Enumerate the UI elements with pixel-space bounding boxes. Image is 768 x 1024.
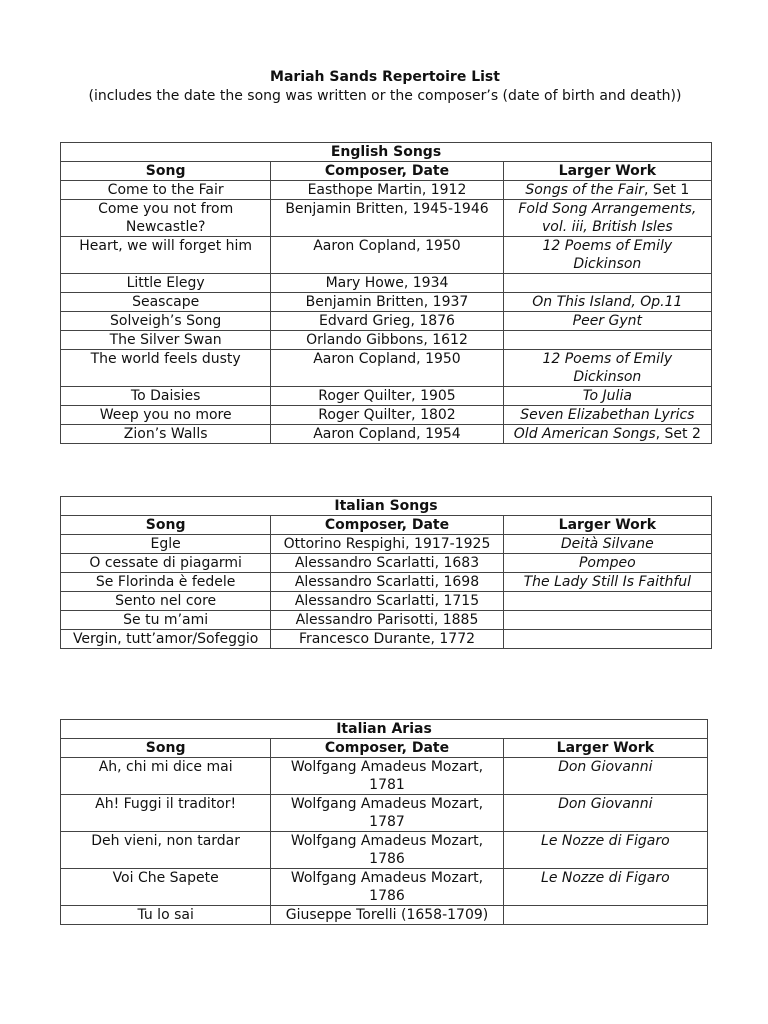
composer-date-cell: Roger Quilter, 1802 bbox=[271, 406, 503, 425]
composer-date-cell: Alessandro Scarlatti, 1715 bbox=[271, 592, 503, 611]
larger-work-title: Le Nozze di Figaro bbox=[541, 833, 670, 849]
composer-date-cell: Aaron Copland, 1950 bbox=[271, 350, 503, 387]
song-cell: The Silver Swan bbox=[61, 331, 271, 350]
column-header-song: Song bbox=[61, 162, 271, 181]
larger-work-cell bbox=[503, 630, 711, 649]
table-row bbox=[61, 387, 712, 406]
larger-work-title: Songs of the Fair bbox=[525, 182, 644, 198]
larger-work-cell bbox=[503, 535, 711, 554]
column-header-composer: Composer, Date bbox=[271, 739, 503, 758]
song-cell: To Daisies bbox=[61, 387, 271, 406]
larger-work-cell bbox=[503, 312, 711, 331]
larger-work-title: Seven Elizabethan Lyrics bbox=[520, 407, 695, 423]
column-header-song: Song bbox=[61, 516, 271, 535]
larger-work-cell bbox=[503, 906, 707, 925]
table-row bbox=[61, 406, 712, 425]
song-cell: The world feels dusty bbox=[61, 350, 271, 387]
document-header bbox=[60, 68, 710, 105]
italian-songs-table bbox=[60, 496, 712, 649]
song-cell: Ah! Fuggi il traditor! bbox=[61, 795, 271, 832]
larger-work-suffix: , Set 2 bbox=[655, 426, 701, 442]
table-row bbox=[61, 611, 712, 630]
composer-date-cell: Mary Howe, 1934 bbox=[271, 274, 503, 293]
table-row bbox=[61, 312, 712, 331]
composer-date-cell: Wolfgang Amadeus Mozart, 1781 bbox=[271, 758, 503, 795]
table-row bbox=[61, 906, 708, 925]
composer-date-cell: Benjamin Britten, 1937 bbox=[271, 293, 503, 312]
larger-work-cell bbox=[503, 331, 711, 350]
column-header-row bbox=[61, 162, 712, 181]
larger-work-cell bbox=[503, 425, 711, 444]
table-row bbox=[61, 630, 712, 649]
column-header-song: Song bbox=[61, 739, 271, 758]
composer-date-cell: Orlando Gibbons, 1612 bbox=[271, 331, 503, 350]
table-row bbox=[61, 869, 708, 906]
table-row bbox=[61, 554, 712, 573]
table-row bbox=[61, 795, 708, 832]
larger-work-cell bbox=[503, 200, 711, 237]
document-title: Mariah Sands Repertoire List bbox=[270, 69, 500, 85]
song-cell: Little Elegy bbox=[61, 274, 271, 293]
song-cell: Heart, we will forget him bbox=[61, 237, 271, 274]
composer-date-cell: Aaron Copland, 1954 bbox=[271, 425, 503, 444]
song-cell: Se Florinda è fedele bbox=[61, 573, 271, 592]
larger-work-cell bbox=[503, 758, 707, 795]
larger-work-cell bbox=[503, 406, 711, 425]
song-cell: Egle bbox=[61, 535, 271, 554]
song-cell: Tu lo sai bbox=[61, 906, 271, 925]
larger-work-title: Don Giovanni bbox=[558, 796, 653, 812]
column-header-composer: Composer, Date bbox=[271, 516, 503, 535]
table-row bbox=[61, 535, 712, 554]
composer-date-cell: Giuseppe Torelli (1658-1709) bbox=[271, 906, 503, 925]
composer-date-cell: Francesco Durante, 1772 bbox=[271, 630, 503, 649]
larger-work-title: 12 Poems of Emily Dickinson bbox=[542, 351, 673, 385]
larger-work-title: Don Giovanni bbox=[558, 759, 653, 775]
column-header-larger-work: Larger Work bbox=[503, 516, 711, 535]
table-row bbox=[61, 237, 712, 274]
larger-work-cell bbox=[503, 611, 711, 630]
larger-work-cell bbox=[503, 554, 711, 573]
larger-work-cell bbox=[503, 274, 711, 293]
table-row bbox=[61, 293, 712, 312]
table-row bbox=[61, 573, 712, 592]
larger-work-cell bbox=[503, 237, 711, 274]
column-header-row bbox=[61, 739, 708, 758]
column-header-composer: Composer, Date bbox=[271, 162, 503, 181]
song-cell: Come you not from Newcastle? bbox=[61, 200, 271, 237]
song-cell: Ah, chi mi dice mai bbox=[61, 758, 271, 795]
larger-work-cell bbox=[503, 795, 707, 832]
larger-work-cell bbox=[503, 293, 711, 312]
composer-date-cell: Alessandro Scarlatti, 1683 bbox=[271, 554, 503, 573]
composer-date-cell: Benjamin Britten, 1945-1946 bbox=[271, 200, 503, 237]
song-cell: Come to the Fair bbox=[61, 181, 271, 200]
larger-work-suffix: , Set 1 bbox=[644, 182, 690, 198]
larger-work-cell bbox=[503, 832, 707, 869]
table-row bbox=[61, 592, 712, 611]
larger-work-title: On This Island, Op.11 bbox=[532, 294, 683, 310]
song-cell: Vergin, tutt’amor/Sofeggio bbox=[61, 630, 271, 649]
composer-date-cell: Aaron Copland, 1950 bbox=[271, 237, 503, 274]
section-title: Italian Songs bbox=[61, 497, 712, 516]
section-title: English Songs bbox=[61, 143, 712, 162]
larger-work-title: The Lady Still Is Faithful bbox=[523, 574, 692, 590]
column-header-larger-work: Larger Work bbox=[503, 739, 707, 758]
larger-work-title: Old American Songs bbox=[513, 426, 656, 442]
table-row bbox=[61, 350, 712, 387]
larger-work-title: Fold Song Arrangements, vol. iii, British Isles bbox=[518, 201, 697, 235]
larger-work-title: 12 Poems of Emily Dickinson bbox=[542, 238, 673, 272]
composer-date-cell: Roger Quilter, 1905 bbox=[271, 387, 503, 406]
larger-work-cell bbox=[503, 869, 707, 906]
song-cell: Deh vieni, non tardar bbox=[61, 832, 271, 869]
larger-work-cell bbox=[503, 592, 711, 611]
larger-work-title: Le Nozze di Figaro bbox=[541, 870, 670, 886]
song-cell: Voi Che Sapete bbox=[61, 869, 271, 906]
column-header-row bbox=[61, 516, 712, 535]
composer-date-cell: Easthope Martin, 1912 bbox=[271, 181, 503, 200]
composer-date-cell: Edvard Grieg, 1876 bbox=[271, 312, 503, 331]
composer-date-cell: Wolfgang Amadeus Mozart, 1786 bbox=[271, 869, 503, 906]
song-cell: O cessate di piagarmi bbox=[61, 554, 271, 573]
larger-work-cell bbox=[503, 350, 711, 387]
composer-date-cell: Wolfgang Amadeus Mozart, 1786 bbox=[271, 832, 503, 869]
larger-work-cell bbox=[503, 181, 711, 200]
composer-date-cell: Alessandro Scarlatti, 1698 bbox=[271, 573, 503, 592]
english-songs-table bbox=[60, 142, 712, 444]
table-row bbox=[61, 425, 712, 444]
table-row bbox=[61, 200, 712, 237]
song-cell: Seascape bbox=[61, 293, 271, 312]
larger-work-title: To Julia bbox=[582, 388, 632, 404]
song-cell: Sento nel core bbox=[61, 592, 271, 611]
song-cell: Se tu m’ami bbox=[61, 611, 271, 630]
composer-date-cell: Ottorino Respighi, 1917-1925 bbox=[271, 535, 503, 554]
italian-arias-table bbox=[60, 719, 708, 925]
table-row bbox=[61, 331, 712, 350]
document-subtitle: (includes the date the song was written or the composer’s (date of birth and death)) bbox=[88, 88, 682, 104]
table-row bbox=[61, 181, 712, 200]
larger-work-title: Pompeo bbox=[578, 555, 636, 571]
composer-date-cell: Wolfgang Amadeus Mozart, 1787 bbox=[271, 795, 503, 832]
table-row bbox=[61, 832, 708, 869]
table-row bbox=[61, 758, 708, 795]
song-cell: Solveigh’s Song bbox=[61, 312, 271, 331]
larger-work-title: Deità Silvane bbox=[560, 536, 654, 552]
song-cell: Weep you no more bbox=[61, 406, 271, 425]
table-row bbox=[61, 274, 712, 293]
larger-work-cell bbox=[503, 387, 711, 406]
song-cell: Zion’s Walls bbox=[61, 425, 271, 444]
column-header-larger-work: Larger Work bbox=[503, 162, 711, 181]
larger-work-title: Peer Gynt bbox=[572, 313, 643, 329]
larger-work-cell bbox=[503, 573, 711, 592]
composer-date-cell: Alessandro Parisotti, 1885 bbox=[271, 611, 503, 630]
section-title: Italian Arias bbox=[61, 720, 708, 739]
